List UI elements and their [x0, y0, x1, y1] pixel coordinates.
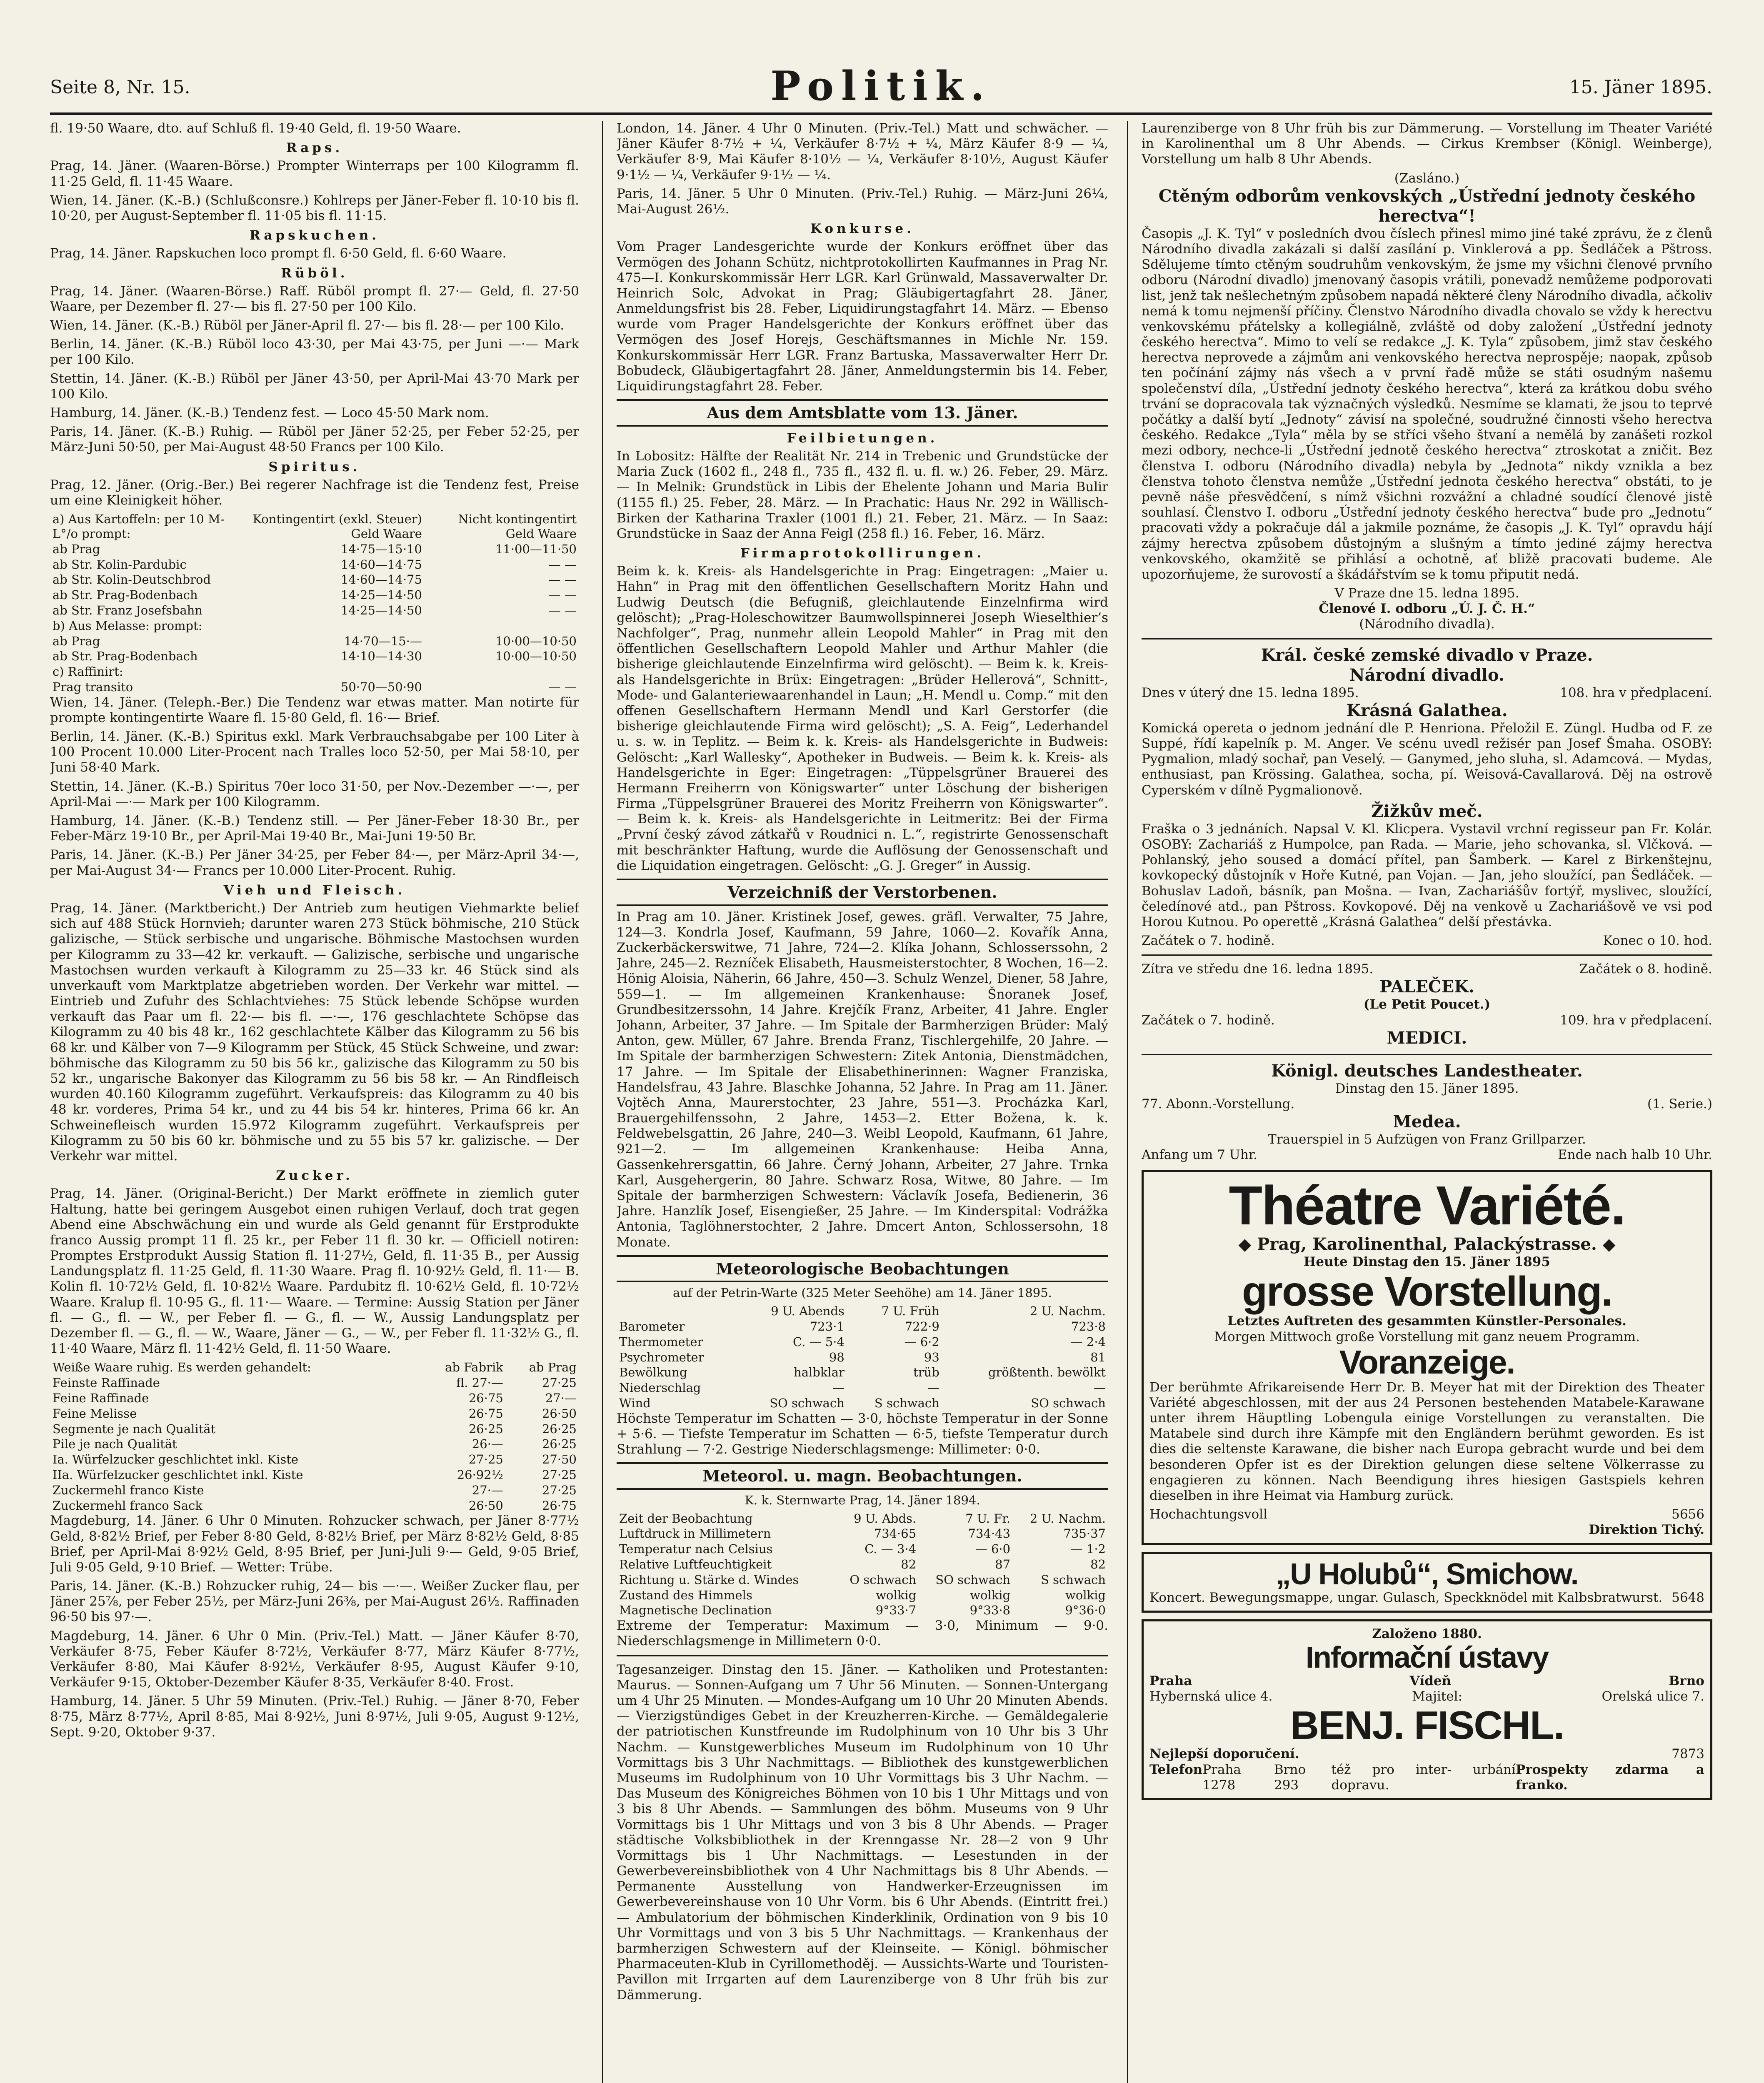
variete-subtitle: Letztes Auftreten des gesammten Künstler-Personales.: [1227, 1314, 1627, 1329]
cell: trüb: [913, 1365, 939, 1380]
paragraph: Paris, 14. Jäner. (K.-B.) Rohzucker ruhig, 24— bis —·—. Weißer Zucker flau, per Jäner 25⅞, per Feber 25½, per März-Juni 26⅜, per Mai-August 26½. Raffinaden 96·50 bis 97·—.: [50, 1578, 579, 1625]
cell: Feine Melisse: [52, 1406, 137, 1421]
paragraph: Beim k. k. Kreis- als Handelsgerichte in Prag: Eingetragen: „Maier u. Hahn“ in Prag mit den öffentlichen Gesellschaftern Moritz Hahn und Ludwig Deutsch (die Befugniß, gleichlautende Einzelnfirma wird gelöscht); „Prag-Holeschowitzer Baumwollspinnerei Joseph Wieselthier’s Nachfolger“, Prag, nunmehr allein Leopold Mahler“ in Prag mit den öffentlichen Gesellschaftern Leopold Mahler und Arthur Mahler (die bisherige gleichlautende Einzelnfirma wird gelöscht). — Beim k. k. Kreis- als Handelsgerichte in Brüx: Eingetragen: „Brüder Hellerová“, Schnitt-, Mode- und Galanteriewaarenhandel in Laun; „H. Mendl u. Comp.“ mit den offenen Gesellschaftern Hermann Mendl und Karl Gerstorfer (die bisherige gleichlautende Firma wird gelöscht); „S. A. Feig“, Lederhandel u. s. w. in Teplitz. — Beim k. k. Kreis- als Handelsgerichte in Budweis: Gelöscht: „Karl Wallesky“, Apotheker in Budweis. — Beim k. k. Kreis- als Handelsgerichte in Eger: Eingetragen: „Tüppelsgrüner Brauerei des Hermann Freiherrn von Königswarter“ unter Löschung der bisherigen Firma „Tüppelsgrüner Brauerei des Moritz Freiherrn von Königswarter“. — Beim k. k. Kreis- als Handelsgerichte in Leitmeritz: Bei der Firma „První český závod zátkařů v Roudnici n. L.“, registrirte Genossenschaft mit beschränkter Haftung, wurde die Auflösung der Genossenschaft und die Liquidation eingetragen. Gelöscht: „G. J. Greger“ in Aussig.: [617, 564, 1108, 873]
cell: wolkig: [970, 1588, 1011, 1602]
cell: 82: [901, 1557, 917, 1572]
cell: Pile je nach Qualität: [52, 1437, 177, 1451]
paragraph: In Lobositz: Hälfte der Realität Nr. 214 in Trebenic und Grundstücke der Maria Zuck (1602 fl., 248 fl., 735 fl., 432 fl. u. fl. w.) 26. Feber, 29. März. — In Melnik: Grundstück in Libis der Ehelente Johann und Maria Bulir (1155 fl.) 25. Feber, 28. März. — In Prachatic: Haus Nr. 292 in Wällisch-Birken der Katharina Traxler (1001 fl.) 21. Feber, 21. März. — In Saaz: Grundstücke in Saaz der Anna Feigl (258 fl.) 16. Feber, 16. März.: [617, 448, 1108, 541]
issue-date: 15. Jäner 1895.: [1569, 77, 1712, 98]
divider: [1142, 638, 1712, 639]
table-header-row: [617, 1304, 1108, 1319]
cell: ab Prag: [52, 542, 100, 556]
cell: Zeit der Beobachtung: [619, 1511, 753, 1526]
table-row: [50, 587, 579, 603]
cell: Zuckermehl franco Kiste: [52, 1483, 204, 1497]
paragraph: In Prag am 10. Jäner. Kristinek Josef, gewes. gräfl. Verwalter, 75 Jahre, 124—3. Kondrla Josef, Kaufmann, 59 Jahre, 1060—2. Kovařík Anna, Zuckerbäckerswitwe, 71 Jahre, 724—2. Klíka Johann, Schlosserssohn, 2 Jahre, 245—2. Rezníček Elisabeth, Hausmeisterstochter, 8 Wochen, 16—2. Hönig Aloisia, Näherin, 66 Jahre, 450—3. Schulz Wenzel, Diener, 58 Jahre, 559—1. — Im allgemeinen Krankenhause: Šnoranek Josef, Grundbesitzerssohn, 14 Jahre. Krejčík Franz, Arbeiter, 41 Jahre. Engler Johann, Arbeiter, 37 Jahre. — Im Spitale der Barmherzigen Brüder: Malý Anton, gew. Müller, 67 Jahre. Brenda Franz, Tischlergehilfe, 20 Jahre. — Im Spitale der barmherzigen Schwestern: Zitek Antonia, Dienstmädchen, 17 Jahre. — Im Spitale der Elisabethinerinnen: Wagner Franziska, Handelsfrau, 43 Jahre. Blaschke Johanna, 52 Jahre. In Prag am 11. Jäner. Vojtěch Anna, Maurerstochter, 23 Jahre, 551—3. Procházka Karl, Brauergehilfenssohn, 2 Jahre, 1453—2. Etter Božena, k. k. Feldwebelsgattin, 26 Jahre, 240—3. Weibl Leopold, Kaufmann, 61 Jahre, 921—2. — Im allgemeinen Krankenhause: Heiba Anna, Gassenkehrersgattin, 66 Jahre. Černý Johann, Arbeiter, 27 Jahre. Trnka Karl, Ausgehergerin, 80 Jahre. Schwarz Rosa, Witwe, 80 Jahre. — Im Spitale der barmherzigen Schwestern: Václavík Josefa, Bedienerin, 36 Jahre. Hanzlík Josef, Eisengießer, 25 Jahre. — Im Kinderspital: Vodrážka Antonia, Taglöhnerstochter, 2 Jahre. Dmcert Anton, Schlossersohn, 18 Monate.: [617, 909, 1108, 1250]
cell: — —: [548, 572, 577, 587]
holubu-advertisement: [1142, 1552, 1712, 1613]
variete-advertisement: [1142, 1170, 1712, 1545]
holubu-code: 5648: [1672, 1590, 1704, 1606]
table-row: [50, 649, 579, 664]
paragraph: Prag, 14. Jäner. (Marktbericht.) Der Antrieb zum heutigen Viehmarkte belief sich auf 488 Stück Hornvieh; darunter waren 273 Stück böhmische, 210 Stück galizische, — Stück serbische und ungarische. Böhmische Mastochsen wurden per Kilogramm zu 33—42 kr. verkauft. — Galizische, serbische und ungarische Mastochsen wurden verkauft à Kilogramm zu 25—33 kr. 46 Stück sind als unverkauft vom Marktplatze abgetrieben worden. Der Verkehr war mittel. — Eintrieb und Zufuhr des Schlachtviehes: 75 Stück lebende Schöpse wurden verkauft das Paar um fl. 22·— bis fl. —·—, 176 geschlachtete Schöpse das Kilogramm zu 40 bis 48 kr., 162 geschlachtete Kälber das Kilogramm zu 56 bis 68 kr. und Kälber von 7—9 Kilogramm per Stück, 45 Stück Schweine, und zwar: böhmische das Kilogramm zu 50 bis 56 kr., galizische das Kilogramm zu 50 bis 52 kr., ungarische Bakonyer das Kilogramm zu 56 bis 58 kr. — An Rindfleisch wurden 40.160 Kilogramm zugeführt. Verkaufspreis: das Kilogramm zu 40 bis 48 kr. vorderes, Prima 54 kr., und zu 44 bis 54 kr. hinteres, Prima 66 kr. An Schweinefleisch wurden 15.972 Kilogramm zugeführt. Verkaufspreis per Kilogramm zu 50 bis 60 kr. böhmische und zu 55 bis 57 kr. galizische. — Der Verkehr war mittel.: [50, 900, 579, 1164]
cell: 723·8: [1071, 1319, 1106, 1334]
paragraph: Stettin, 14. Jäner. (K.-B.) Spiritus 70er loco 31·50, per Nov.-Dezember —·—, per April-Mai —·— Mark per 100 Kilogramm.: [50, 779, 579, 809]
variete-title: Théatre Variété.: [1229, 1174, 1625, 1236]
table-row: [50, 572, 579, 587]
cell: — —: [548, 588, 577, 602]
variete-code: 5656: [1672, 1507, 1704, 1522]
cell: 27·50: [542, 1452, 577, 1467]
cell: ab Str. Prag-Bodenbach: [52, 649, 198, 664]
table-row: [50, 1498, 579, 1514]
paragraph: Prag, 14. Jäner. Rapskuchen loco prompt fl. 6·50 Geld, fl. 6·60 Waare.: [50, 246, 507, 261]
cell: ab Str. Kolin-Pardubic: [52, 557, 187, 572]
owner-label: Majitel:: [1412, 1689, 1462, 1704]
cell: wolkig: [876, 1588, 917, 1602]
variete-footer: [1149, 1507, 1704, 1522]
table-row: [50, 1452, 579, 1467]
cell: 26·50: [542, 1406, 577, 1421]
table-row: [50, 1483, 579, 1498]
schedule-row: [1142, 1013, 1712, 1028]
cell: Feine Raffinade: [52, 1391, 149, 1405]
table-row: [50, 1391, 579, 1406]
cell: Luftdruck in Millimetern: [619, 1526, 771, 1541]
zaslano-signature-sub: (Národního divadla).: [1359, 617, 1495, 632]
cell: 722·9: [904, 1319, 939, 1334]
table-row: [50, 603, 579, 618]
meteo-subtitle: auf der Petrin-Warte (325 Meter Seehöhe) am 14. Jäner 1895.: [673, 1286, 1052, 1300]
ustavy-places: [1149, 1673, 1704, 1689]
heading-vieh: Vieh und Fleisch.: [223, 882, 406, 898]
cell: SO schwach: [770, 1396, 845, 1410]
play-subtitle: (Le Petit Poucet.): [1363, 997, 1491, 1012]
cell: 9°36·0: [1065, 1603, 1106, 1618]
fischl-name: BENJ. FISCHL.: [1290, 1703, 1564, 1748]
divider: [1142, 1054, 1712, 1055]
address-brno: Orelská ulice 7.: [1602, 1689, 1704, 1704]
paragraph: Paris, 14. Jäner. (K.-B.) Per Jäner 34·25, per Feber 84·—, per März-April 34·—, per Mai-August 34·— Francs per 10.000 Liter-Procent. Ruhig.: [50, 847, 579, 878]
cell: 9°33·7: [875, 1603, 917, 1618]
voranzeige-heading: Voranzeige.: [1339, 1343, 1515, 1381]
magn-table: [617, 1511, 1108, 1618]
paragraph: Höchste Temperatur im Schatten — 3·0, höchste Temperatur in der Sonne + 5·6. — Tiefste Temperatur im Schatten — 6·5, tiefste Temperatur durch Strahlung — 7·2. Gestrige Niederschlagsmenge: Millimeter: 0·0.: [617, 1411, 1108, 1457]
zaslano-place: V Praze dne 15. ledna 1895.: [1334, 586, 1519, 601]
column-3: [1142, 121, 1712, 2083]
cell: Thermometer: [619, 1334, 703, 1349]
variete-headline: grosse Vorstellung.: [1242, 1268, 1612, 1315]
cell: 87: [995, 1557, 1011, 1572]
heading-amtsblatt: Aus dem Amtsblatte vom 13. Jäner.: [617, 399, 1108, 427]
telefon-brno: Brno 293: [1274, 1762, 1306, 1793]
cell: Ia. Würfelzucker geschlichtet inkl. Kiste: [52, 1452, 299, 1467]
cell: 27·25: [542, 1467, 577, 1482]
table-row: [617, 1380, 1108, 1396]
variete-director: Direktion Tichý.: [1589, 1522, 1704, 1538]
column-rule: [1127, 121, 1128, 2083]
established: Založeno 1880.: [1372, 1626, 1482, 1642]
cell: S schwach: [874, 1396, 939, 1410]
cell: Zuckermehl franco Sack: [52, 1498, 202, 1513]
heading-firmen: Firmaprotokollirungen.: [740, 546, 985, 561]
cell: 734·43: [968, 1526, 1011, 1541]
heading-rapskuchen: Rapskuchen.: [249, 228, 380, 243]
play-title: Krásná Galathea.: [1346, 700, 1508, 720]
schedule-row: [1142, 962, 1712, 977]
cell: Prag transito: [52, 679, 133, 694]
schedule-row: [1142, 1096, 1712, 1112]
column-rule: [602, 121, 603, 2083]
heading-verstorbene: Verzeichniß der Verstorbenen.: [617, 879, 1108, 906]
cell: — 6·2: [904, 1334, 939, 1349]
cell: — 6·0: [975, 1542, 1011, 1556]
table-row: [617, 1541, 1108, 1557]
paragraph: Časopis „J. K. Tyl“ v posledních dvou číslech přinesl mimo jiné také zprávu, že z členů Národního divadla zakázali si další zasílání p. Vinklerová a pp. Šedláček a Pštross. Sdělujeme tímto ctěným soudruhům venkovským, že jsme my všichni členové prvního odboru (Národní divadlo) jmenovaný časopis vrátili, ponevadž nemůžeme podporovati list, jenž tak nešlechetným způsobem napadá některé členy Národního divadla, ačkoliv nemá k tomu nejmenší příčiny. Členstvo Národního divadla chovalo se vždy k herectvu venkovskému přátelsky a kollegiálně, zvláště od doby založení „Ústřední jednoty českého herectva“. Mimo to velí se redakce „J. K. Tyla“ způsobem, jimž stav českého herectva neprovede a zájmům ani venkovského herectva neprospěje; naopak, způsob ten počínání zájmy nás všech a v první řadě může se státi osudným našemu společenství díla, „Ústřední jednoty českého herectva“, která za krátkou dobu svého trvání se dopracovala tak význačných výsledků. Nesmíme se klamati, že jsou to teprvé počátky a další bytí „Jednoty“ závisí na společné, soudružné činnosti všeho herectva českého. Redakce „Tyla“ měla by se stříci všeho štvaní a nemělá by zanášeti rozkol mezi odbory, nechce-li „Ústřední jednotě českého herectva“ ztroskotat a zničit. Bez členstva I. odboru (Národního divadla) nebyla by „Jednota“ nikdy vznikla a bez členstva tohoto členstva nemůže „Ústřední jednota českého herectva“ obstáti, to je pevně náše přesvědčení, s nímž všichni rozvážní a chladné soudící členové jistě souhlasí. Členstvo I. odboru „Ústřední jednoty českého herectva“ bude pro „Jednotu“ pracovati vždy a pokračuje dál a jakmile poznáme, že časopis „J. K. Tyl“ opravdu hájí zájmy herectva způsobem důstojným a slušným a tímto jediné zájmy herectva venkovského, okamžitě se přihlásí a ochotně, ať bližě pracovati budeme. Ale upozorňujeme, že surovostí a škádářstvím se k tomu připutit nedá.: [1142, 226, 1712, 582]
cell: C. — 5·4: [792, 1334, 845, 1349]
paragraph: Fraška o 3 jednáních. Napsal V. Kl. Klicpera. Vystavil vrchní regisseur pan Fr. Kolár. OSOBY: Zachariáš z Humpolce, pan Rada. — Marie, jeho schovanka, sl. Vlčková. — Pohlanský, jeho soused a domácí přítel, pan Šamberk. — Karel z Birkenštejnu, kovkopecký důstojník v Hoře Kutné, pan Vojan. — Jan, jeho sloužící, pan Šedláček. — Bohuslav Ladoň, básník, pan Mošna. — Ivan, Zachariášův fortýř, myslivec, sloužící, čeledínové atd., pan Pštross. Kovkopové. Děj na venkově u Zachariášově ve vsi pod Horou Kutnou. Po operettě „Krásná Galathea“ delší přestávka.: [1142, 821, 1712, 929]
paragraph: Laurenziberge von 8 Uhr früh bis zur Dämmerung. — Vorstellung im Theater Variété in Karolinenthal um 8 Uhr Abends. — Cirkus Krembser (Königl. Weinberge), Vorstellung um halb 8 Uhr Abends.: [1142, 121, 1712, 167]
schedule-row: [1142, 933, 1712, 949]
schedule-row: [1142, 1147, 1712, 1163]
paragraph: Berlin, 14. Jäner. (K.-B.) Spiritus exkl. Mark Verbrauchsabgabe per 100 Liter à 100 Procent 10.000 Liter-Procent nach Tralles loco 52·50, per Mai 58·10, per Juni 58·40 Mark.: [50, 729, 579, 775]
end-time: Konec o 10. hod.: [1603, 933, 1712, 949]
subscription-note: 77. Abonn.-Vorstellung.: [1142, 1096, 1295, 1111]
cell: 7 U. Fr.: [965, 1511, 1011, 1526]
table-row: [617, 1511, 1108, 1526]
play-title: PALEČEK.: [1379, 977, 1474, 997]
cell: 10·00—10·50: [495, 649, 577, 664]
paragraph: Paris, 14. Jäner. (K.-B.) Ruhig. — Rüböl per Jäner 52·25, per Feber 52·25, per März-Juni 50·50, per Mai-August 48·50 Francs per 100 Kilo.: [50, 424, 579, 455]
table-row: [50, 1421, 579, 1437]
table-row: [50, 679, 579, 695]
cell: 26·92½: [457, 1467, 503, 1482]
play-subtitle: Trauerspiel in 5 Aufzügen von Franz Grillparzer.: [1268, 1132, 1586, 1147]
cell: 14·60—14·75: [340, 572, 422, 587]
fischl-sub: Nejlepší doporučení.: [1149, 1746, 1299, 1762]
cell: Psychrometer: [619, 1350, 704, 1364]
start-time: Anfang um 7 Uhr.: [1142, 1147, 1258, 1163]
ustavy-title: Informační ústavy: [1305, 1641, 1549, 1674]
cell: Niederschlag: [619, 1381, 701, 1395]
column-header: 2 U. Nachm.: [1029, 1304, 1106, 1319]
divider: [1142, 954, 1712, 956]
table-row: [617, 1396, 1108, 1411]
zaslano-signature: Členové I. odboru „Ú. J. Č. H.“: [1319, 601, 1535, 617]
table-row: [617, 1334, 1108, 1350]
cell: Magnetische Declination: [619, 1603, 772, 1618]
paragraph: Stettin, 14. Jäner. (K.-B.) Rüböl per Jäner 43·50, per April-Mai 43·70 Mark per 100 Kilo.: [50, 371, 579, 402]
nd-date-row: [1142, 685, 1712, 701]
prospekty: Prospekty zdarma a franko.: [1516, 1762, 1705, 1793]
table-row: [50, 1406, 579, 1421]
table-row: [50, 1436, 579, 1452]
heading-konkurse: Konkurse.: [810, 221, 914, 237]
column-header: ab Prag: [529, 1360, 577, 1375]
table-row: [617, 1588, 1108, 1603]
variete-sign: Hochachtungsvoll: [1149, 1507, 1267, 1522]
table-row: [617, 1603, 1108, 1618]
heading-ruebol: Rüböl.: [281, 265, 348, 281]
heading-magn: Meteorol. u. magn. Beobachtungen.: [617, 1462, 1108, 1490]
spiritus-table: [50, 512, 579, 695]
cell: ab Str. Prag-Bodenbach: [52, 588, 198, 602]
paragraph: Hamburg, 14. Jäner. (K.-B.) Tendenz still. — Per Jäner-Feber 18·30 Br., per Feber-März 19·10 Br., per April-Mai 19·40 Br., Mai-Juni 19·50 Br.: [50, 813, 579, 844]
cell: 14·10—14·30: [340, 649, 422, 664]
cell: 81: [1090, 1350, 1106, 1364]
cell: 11·00—11·50: [495, 542, 577, 556]
heading-spiritus: Spiritus.: [268, 459, 361, 475]
cell: 27·—: [545, 1391, 577, 1405]
play-title: Žižkův meč.: [1371, 801, 1483, 821]
paragraph: Magdeburg, 14. Jäner. 6 Uhr 0 Minuten. Rohzucker schwach, per Jäner 8·77½ Geld, 8·82½ Brief, per Feber 8·80 Geld, 8·82½ Brief, per März 8·82½ Geld, 8·85 Brief, per April-Mai 8·92½ Geld, 8·95 Brief, per Juni-Juli 9·— Geld, 9·05 Brief, Juli 9·05 Geld, 9·10 Brief. — Wetter: Trübe.: [50, 1513, 579, 1575]
telefon-label: Telefon: [1149, 1762, 1203, 1777]
cell: 50·70—50·90: [340, 679, 422, 694]
cell: Feinste Raffinade: [52, 1376, 160, 1390]
variete-subtitle-2: Morgen Mittwoch große Vorstellung mit ganz neuem Programm.: [1214, 1329, 1640, 1344]
page-header: [50, 62, 1712, 115]
place-viden: Vídeň: [1409, 1673, 1452, 1689]
series-note: (1. Serie.): [1647, 1096, 1712, 1111]
telefon-row: [1149, 1762, 1704, 1793]
spiritus-a-label: a) Aus Kartoffeln: per 10 M-L°/o prompt:: [52, 512, 225, 541]
cell: 14·25—14·50: [340, 603, 422, 617]
cell: 26·75: [468, 1406, 503, 1421]
nd-date: Dnes v úterý dne 15. ledna 1895.: [1142, 685, 1359, 700]
cell: größtenth. bewölkt: [988, 1365, 1106, 1380]
cell: halbklar: [794, 1365, 845, 1380]
column-header: Nicht kontingentirt Geld Waare: [458, 512, 577, 541]
table-row: [617, 1557, 1108, 1572]
cell: 26·25: [542, 1421, 577, 1436]
cell: — 1·2: [1070, 1542, 1106, 1556]
cell: 10·00—10·50: [495, 634, 577, 648]
subscription-note: 109. hra v předplacení.: [1560, 1012, 1712, 1028]
zucker-table-title: Weiße Waare ruhig. Es werden gehandelt:: [52, 1360, 311, 1375]
cell: 27·25: [542, 1376, 577, 1390]
paragraph: Vom Prager Landesgerichte wurde der Konkurs eröffnet über das Vermögen des Johann Schütz, nichtprotokollirten Kaufmannes in Prag Nr. 475—I. Konkurskommissär Herr LGR. Karl Grünwald, Massaverwalter Dr. Heinrich Solc, Advokat in Prag; Gläubigertagfahrt 28. Jäner, Anmeldungsfrist bis 28. Feber, Liquidirungstagfahrt 14. März. — Ebenso wurde vom Prager Handelsgerichte der Konkurs eröffnet über das Vermögen des Josef Horejs, Geschäftsmannes in Michle Nr. 159. Konkurskommissär Herr LGR. Franz Bartuska, Massaverwalter Herr Dr. Bobudeck, Gläubigertagfahrt 28. Jäner, Anmeldungstermin bis 14. Feber, Liquidirungstagfahrt 28. Feber.: [617, 239, 1108, 394]
cell: Temperatur nach Celsius: [619, 1542, 773, 1556]
cell: O schwach: [850, 1572, 917, 1587]
paragraph: Prag, 14. Jäner. (Original-Bericht.) Der Markt eröffnete in ziemlich guter Haltung, hatte bei geringem Ausgebot einen ruhigen Verlauf, doch trat gegen Abend eine Abschwächung ein und wurde als Geld genannt für Erstprodukte franco Aussig prompt 11 fl. 25 kr., per Feber 11 fl. 30 kr. — Officiell notiren: Promptes Erstprodukt Aussig Station fl. 11·27½, Geld, fl. 11·35 B., per Aussig Landungsplatz fl. 11·25 Geld, fl. 11·30 Waare. Prag fl. 10·92½ Geld, fl. 11·— B. Kolin fl. 10·72½ Geld, fl. 10·82½ Waare. Pardubitz fl. 10·62½ Geld, fl. 10·72½ Waare. Kralup fl. 10·95 G., fl. 11·— Waare. — Termine: Aussig Station per Jäner fl. — G., fl. — W., per Feber fl. — G., fl. — W., Aussig Landungsplatz per Dezember fl. — G., fl. — W., Waare, Jäner — G., — W., per Feber fl. 11·32½ G., fl. 11·40 Waare, März fl. 11·42½ Geld, fl. 11·50 Waare.: [50, 1186, 579, 1356]
cell: wolkig: [1065, 1588, 1106, 1602]
column-header: [617, 1304, 739, 1319]
table-row: [617, 1572, 1108, 1588]
paragraph: Wien, 14. Jäner. (Teleph.-Ber.) Die Tendenz war etwas matter. Man notirte für prompte kontingentirte Waare fl. 15·80 Geld, fl. 16·— Brief.: [50, 694, 579, 725]
cell: SO schwach: [935, 1572, 1011, 1587]
holubu-text: Koncert. Bewegungsmappe, ungar. Gulasch, Speckknödel mit Kalbsbratwurst.: [1149, 1590, 1663, 1606]
paragraph: Hamburg, 14. Jäner. (K.-B.) Tendenz fest. — Loco 45·50 Mark nom.: [50, 405, 489, 420]
table-row: [50, 557, 579, 572]
cell: —: [927, 1381, 939, 1395]
play-title: MEDICI.: [1387, 1028, 1467, 1048]
cell: 26·25: [542, 1437, 577, 1451]
variete-address: ◆ Prag, Karolinenthal, Palackýstrasse. ◆: [1238, 1234, 1616, 1254]
zucker-table: [50, 1360, 579, 1513]
cell: ab Str. Franz Josefsbahn: [52, 603, 203, 617]
place-brno: Brno: [1669, 1673, 1704, 1689]
zaslano-label: (Zasláno.): [1394, 170, 1460, 186]
cell: 26·25: [468, 1421, 503, 1436]
cell: 734·65: [874, 1526, 917, 1541]
cell: 27·25: [468, 1452, 503, 1467]
variete-address-text: Prag, Karolinenthal, Palackýstrasse.: [1257, 1234, 1597, 1254]
magn-subtitle: K. k. Sternwarte Prag, 14. Jäner 1894.: [745, 1493, 980, 1507]
page-number: Seite 8, Nr. 15.: [50, 77, 190, 98]
paragraph: Berlin, 14. Jäner. (K.-B.) Rüböl loco 43·30, per Mai 43·75, per Juni —·— Mark per 100 Kilo.: [50, 337, 579, 367]
cell: 723·1: [810, 1319, 845, 1334]
table-row: [50, 542, 579, 557]
column-header: Kontingentirt (exkl. Steuer) Geld Waare: [252, 512, 422, 541]
column-1: [50, 121, 579, 2083]
cell: 14·75—15·10: [340, 542, 422, 556]
cell: 14·70—15·—: [344, 634, 422, 648]
paragraph: Wien, 14. Jäner. (K.-B.) (Schlußconsre.) Kohlreps per Jäner-Feber fl. 10·10 bis fl. 10·20, per August-September fl. 11·05 bis fl. 11·15.: [50, 192, 579, 223]
table-header-row: [50, 512, 579, 542]
cell: SO schwach: [1031, 1396, 1106, 1410]
cell: Richtung u. Stärke d. Windes: [619, 1572, 799, 1587]
cell: Wind: [619, 1396, 651, 1410]
start-time: Začátek o 7. hodině.: [1142, 1012, 1275, 1028]
table-row: [50, 618, 579, 634]
column-header: ab Fabrik: [445, 1360, 503, 1375]
cell: 14·25—14·50: [340, 588, 422, 602]
table-row: [50, 664, 579, 679]
cell: 27·25: [542, 1483, 577, 1497]
cell: 98: [829, 1350, 845, 1364]
table-row: [617, 1350, 1108, 1365]
paragraph: Magdeburg, 14. Jäner. 6 Uhr 0 Min. (Priv.-Tel.) Matt. — Jäner Käufer 8·70, Verkäufer 8·75, Feber Käufer 8·72½, Verkäufer 8·77, März Käufer 8·77½, Verkäufer 8·80, Mai Käufer 8·92½, Verkäufer 8·95, August Käufer 9·10, Verkäufer 9·15, Oktober-Dezember Käufer 8·35, Verkäufer 8·40. Frost.: [50, 1628, 579, 1690]
paragraph: London, 14. Jäner. 4 Uhr 0 Minuten. (Priv.-Tel.) Matt und schwächer. — Jäner Käufer 8·7½ + ¼, Verkäufer 8·7½ + ¼, März Käufer 8·9 — ¼, Verkäufer 8·9, Mai Käufer 8·10½ — ¼, Verkäufer 8·10½, August Käufer 9·1½ — ¼, Verkäufer 9·1½ — ¼.: [617, 121, 1108, 182]
cell: —: [1094, 1381, 1106, 1395]
end-time: Ende nach halb 10 Uhr.: [1558, 1147, 1712, 1163]
holubu-title: „U Holubů“, Smichow.: [1276, 1557, 1578, 1591]
cell: 82: [1090, 1557, 1106, 1572]
paragraph: Extreme der Temperatur: Maximum — 3·0, Minimum — 9·0. Niederschlagsmenge in Millimetern 0·0.: [617, 1618, 1108, 1649]
cell: Bewölkung: [619, 1365, 687, 1380]
paragraph: fl. 19·50 Waare, dto. auf Schluß fl. 19·40 Geld, fl. 19·50 Waare.: [50, 121, 461, 136]
cell: — —: [548, 679, 577, 694]
column-2: [617, 121, 1108, 2083]
table-header-row: [50, 1360, 579, 1375]
telefon-praha: Praha 1278: [1202, 1762, 1241, 1793]
fischl-row: [1149, 1746, 1704, 1762]
cell: Barometer: [619, 1319, 685, 1334]
cell: 26·75: [468, 1391, 503, 1405]
ustavy-addresses: [1149, 1689, 1704, 1704]
section-title: Politik.: [770, 62, 992, 110]
holubu-row: [1149, 1590, 1704, 1606]
fischl-advertisement: [1142, 1619, 1712, 1800]
cell: 735·37: [1063, 1526, 1106, 1541]
german-theatre-heading: Königl. deutsches Landestheater.: [1271, 1061, 1583, 1081]
cell: S schwach: [1041, 1572, 1106, 1587]
paragraph: Hamburg, 14. Jäner. 5 Uhr 59 Minuten. (Priv.-Tel.) Ruhig. — Jäner 8·70, Feber 8·75, März 8·77½, April 8·85, Mai 8·92½, Juni 8·97½, Juli 9·05, August 9·12½, Sept. 9·20, Oktober 9·37.: [50, 1693, 579, 1740]
paragraph: Prag, 12. Jäner. (Orig.-Ber.) Bei regerer Nachfrage ist die Tendenz fest, Preise um eine Kleinigkeit höher.: [50, 477, 579, 508]
cell: 26·75: [542, 1498, 577, 1513]
spiritus-b-label: b) Aus Melasse: prompt:: [52, 618, 202, 633]
paragraph: Wien, 14. Jäner. (K.-B.) Rüböl per Jäner-April fl. 27·— bis fl. 28·— per 100 Kilo.: [50, 318, 565, 333]
nd-note: 108. hra v předplacení.: [1560, 685, 1712, 700]
start-time: Začátek o 7. hodině.: [1142, 933, 1275, 949]
paragraph: Prag, 14. Jäner. (Waaren-Börse.) Prompter Winterraps per 100 Kilogramm fl. 11·25 Geld, fl. 11·45 Waare.: [50, 158, 579, 189]
cell: fl. 27·—: [456, 1376, 503, 1390]
paragraph: Paris, 14. Jäner. 5 Uhr 0 Minuten. (Priv.-Tel.) Ruhig. — März-Juni 26¼, Mai-August 26½.: [617, 186, 1108, 217]
paragraph: Tagesanzeiger. Dinstag den 15. Jäner. — Katholiken und Protestanten: Maurus. — Sonnen-Aufgang um 7 Uhr 56 Minuten. — Sonnen-Untergang um 4 Uhr 25 Minuten. — Mondes-Aufgang um 10 Uhr 20 Minuten Abends. — Vierzigstündiges Gebet in der Kreuzherren-Kirche. — Gemäldegalerie der patriotischen Kunstfreunde im Rudolphinum von 10 Uhr bis 3 Uhr Nachm. — Kunstgewerbliches Museum im Rudolphinum von 10 Uhr Vormittags bis 3 Uhr Nachmittags. — Bibliothek des kunstgewerblichen Museums im Rudolphinum von 10 Uhr Vormittags bis 3 Uhr Nachm. — Das Museum des Königreiches Böhmen von 10 bis 1 Uhr Mittags und von 3 bis 8 Uhr Abends. — Sammlungen des böhm. Museums von 9 Uhr Vormittags bis 1 Uhr Mittags und von 3 bis 8 Uhr Abends. — Prager städtische Volksbibliothek in der Krenngasse Nr. 28—2 von 9 Uhr Vormittags bis 1 Uhr Nachmittags. — Lesestunden in der Gewerbevereinsbibliothek von 4 Uhr Nachmittags bis 8 Uhr Abends. — Permanente Ausstellung von Handwerker-Erzeugnissen im Gewerbevereinshause von 10 Uhr Vorm. bis 6 Uhr Abends. (Eintritt frei.) — Ambulatorium der böhmischen Kinderklinik, Ordination von 9 bis 10 Uhr Vormittags und von 3 bis 5 Uhr Nachmittags. — Krankenhaus der barmherzigen Schwestern auf der Kleinseite. — Königl. böhmischer Pharmaceuten-Klub in Cyrillomethoděj. — Aussichts-Warte und Touristen-Pavillon mit Irrgarten auf dem Laurenziberge von 8 Uhr früh bis zur Dämmerung.: [617, 1662, 1108, 2003]
cell: Segmente je nach Qualität: [52, 1421, 216, 1436]
cell: 9 U. Abds.: [854, 1511, 917, 1526]
cell: 26·—: [472, 1437, 503, 1451]
cell: 93: [924, 1350, 939, 1364]
table-row: [50, 634, 579, 649]
cell: 2 U. Nachm.: [1029, 1511, 1106, 1526]
heading-feilbietungen: Feilbietungen.: [787, 430, 938, 446]
cell: 9°33·8: [969, 1603, 1011, 1618]
spiritus-c-label: c) Raffinirt:: [52, 664, 123, 679]
cell: — —: [548, 603, 577, 617]
heading-meteo: Meteorologische Beobachtungen: [617, 1255, 1108, 1283]
cell: Zustand des Himmels: [619, 1588, 752, 1602]
place-praha: Praha: [1149, 1673, 1192, 1689]
paragraph: Prag, 14. Jäner. (Waaren-Börse.) Raff. Rüböl prompt fl. 27·— Geld, fl. 27·50 Waare, per Dezember fl. 27·— bis fl. 27·50 per 100 Kilo.: [50, 283, 579, 314]
column-header: 9 U. Abends: [771, 1304, 845, 1319]
next-date: Zítra ve středu dne 16. ledna 1895.: [1142, 962, 1374, 977]
cell: —: [832, 1381, 845, 1395]
variete-date: Heute Dinstag den 15. Jäner 1895: [1304, 1254, 1550, 1270]
german-date: Dinstag den 15. Jäner 1895.: [1335, 1081, 1519, 1096]
zaslano-heading: Ctěným odborům venkovských „Ústřední jednoty českého herectva“!: [1158, 186, 1696, 226]
column-header: 7 U. Früh: [881, 1304, 939, 1319]
table-row: [617, 1365, 1108, 1380]
heading-raps: Raps.: [286, 140, 343, 156]
table-row: [617, 1526, 1108, 1541]
cell: 26·50: [468, 1498, 503, 1513]
cell: ab Str. Kolin-Deutschbrod: [52, 572, 211, 587]
divider: [617, 1655, 1108, 1656]
fischl-code: 7873: [1672, 1746, 1704, 1762]
cell: IIa. Würfelzucker geschlichtet inkl. Kiste: [52, 1467, 303, 1482]
table-row: [617, 1319, 1108, 1334]
telefon-mid: též pro inter- urbání dopravu.: [1331, 1762, 1516, 1793]
cell: 14·60—14·75: [340, 557, 422, 572]
table-row: [50, 1375, 579, 1391]
meteo-table: [617, 1304, 1108, 1411]
table-row: [50, 1467, 579, 1483]
cell: — 2·4: [1070, 1334, 1106, 1349]
national-theatre-heading: Národní divadlo.: [1349, 665, 1504, 685]
heading-zucker: Zucker.: [276, 1168, 353, 1184]
cell: C. — 3·4: [865, 1542, 917, 1556]
cell: 27·—: [472, 1483, 503, 1497]
play-title: Medea.: [1393, 1112, 1461, 1132]
cell: Relative Luftfeuchtigkeit: [619, 1557, 772, 1572]
paragraph: Komická opereta o jednom jednání dle P. Henriona. Přeložil E. Züngl. Hudba od F. ze Suppé, řídí kapelník p. M. Anger. Ve scénu uvedl režisér pan Josef Šmaha. OSOBY: Pygmalion, mladý sochař, pan Veselý. — Ganymed, jeho sluha, sl. Adamcová. — Mydas, enthusiast, pan Krössing. Galathea, socha, pí. Weisová-Cavallarová. Děj na ostrově Cyperském v dílně Pygmalionově.: [1142, 720, 1712, 798]
cell: ab Prag: [52, 634, 100, 648]
address-praha: Hybernská ulice 4.: [1149, 1689, 1273, 1704]
theatre-heading: Král. české zemské divadlo v Praze.: [1261, 645, 1593, 665]
start-time: Začátek o 8. hodině.: [1579, 962, 1712, 977]
paragraph: Der berühmte Afrikareisende Herr Dr. B. Meyer hat mit der Direktion des Theater Variété abgeschlossen, mit der aus 24 Personen bestehenden Matabele-Karawane unter ihrem Häuptling Lobengula einige Vorstellungen zu veranstalten. Die Matabele sind durch ihre Kämpfe mit den Engländern berühmt geworden. Es ist dies die seltenste Karawane, die bisher nach Europa gebracht wurde und bei dem besonderen Opfer ist es der Direktion gelungen diese seltene Völkerrasse zu engagieren zu können. Nach Beendigung ihres hiesigen Gastspiels kehren dieselben in ihre Heimat via Hamburg zurück.: [1149, 1379, 1704, 1504]
cell: — —: [548, 557, 577, 572]
